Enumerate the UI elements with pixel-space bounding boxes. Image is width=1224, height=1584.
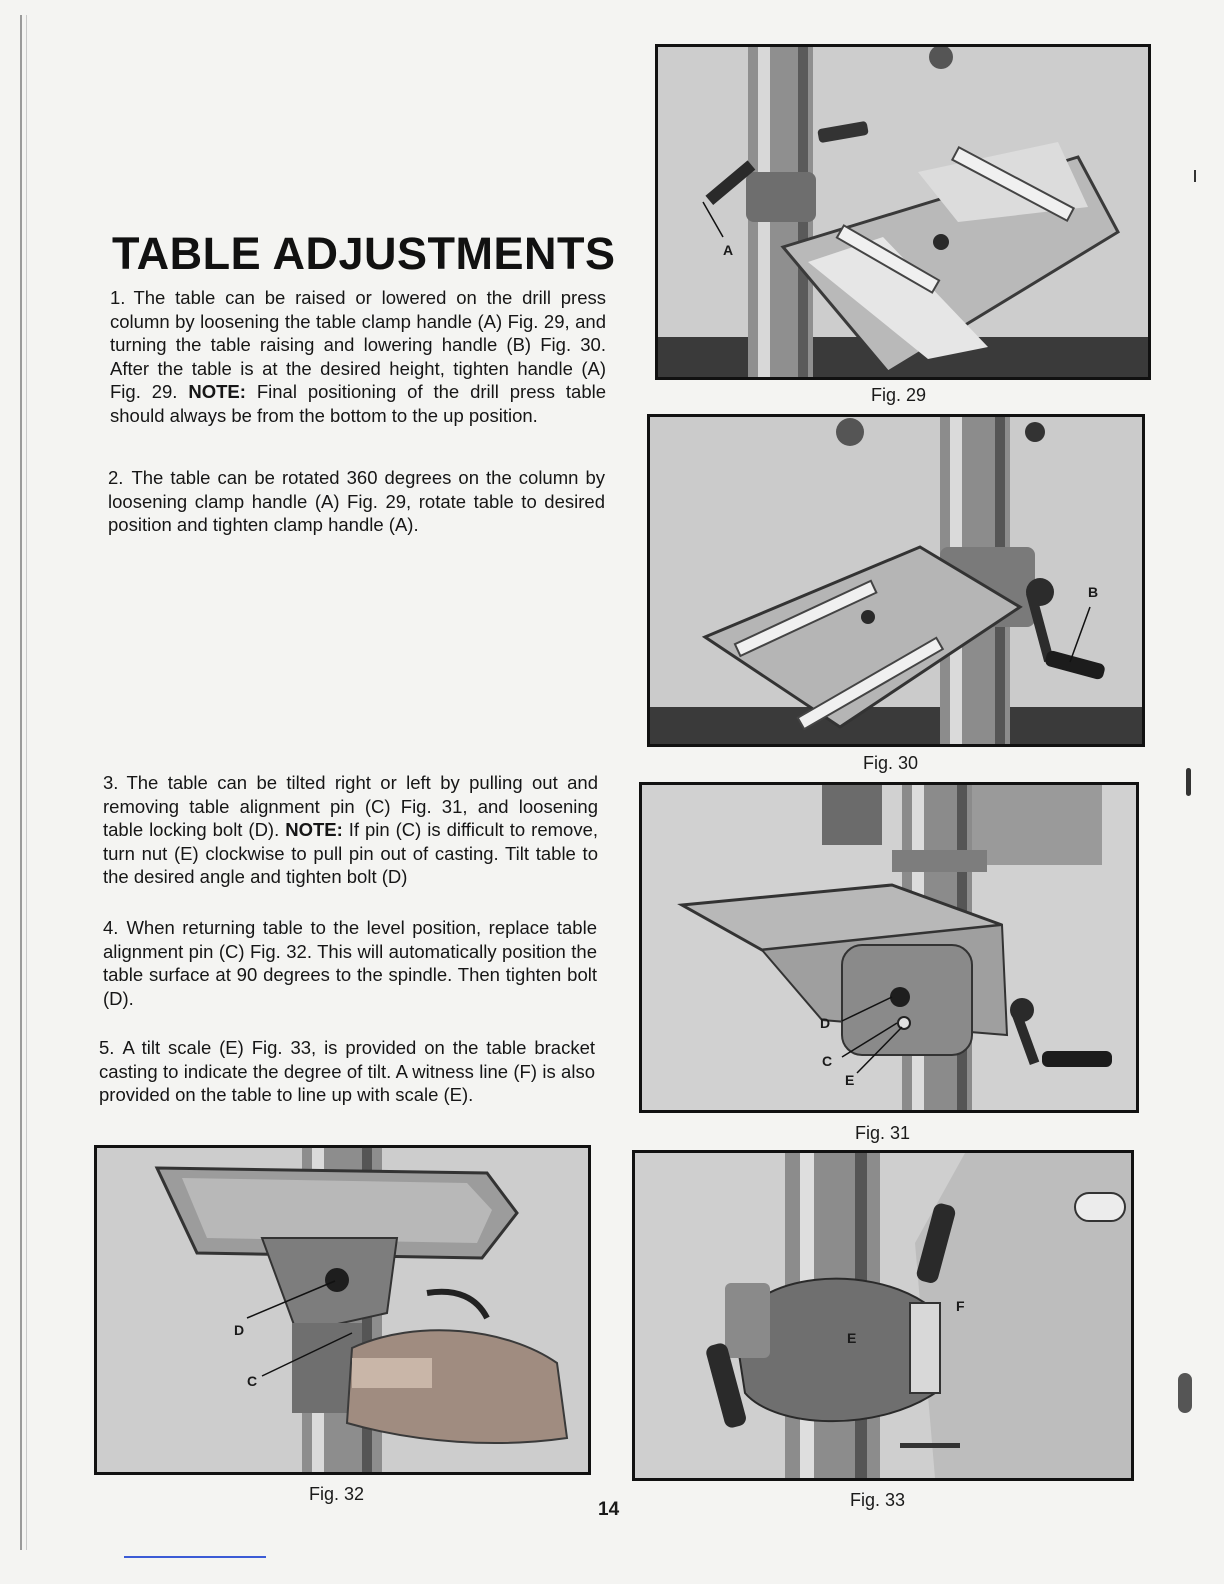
note-label: NOTE:	[285, 819, 343, 840]
paragraph-text: A tilt scale (E) Fig. 33, is provided on the table bracket casting to indicate the degree of tilt. A witness line (F) is also provided on the table to line up with scale (E).	[99, 1037, 595, 1105]
figure-31-photo	[639, 782, 1139, 1113]
callout-label-d: D	[820, 1015, 831, 1031]
paragraph-number: 3.	[103, 772, 119, 793]
paragraph-number: 5.	[99, 1037, 115, 1058]
figure-32-caption: Fig. 32	[309, 1484, 365, 1504]
scan-edge-mark	[1186, 768, 1191, 796]
callout-label-d: D	[234, 1322, 245, 1338]
paragraph-text: The table can be raised or lowered on the drill press column by loosening the table clamp handle (A) Fig. 29, and turning the table raising and lowering handle (B) Fig. 30. After the table is at the desired height, tighten handle (A) Fig. 29.	[110, 287, 606, 402]
scan-artifact-line	[124, 1556, 266, 1558]
paragraph-number: 1.	[110, 287, 126, 308]
figure-33-caption: Fig. 33	[850, 1490, 906, 1510]
note-label: NOTE:	[188, 381, 246, 402]
paragraph-number: 2.	[108, 467, 124, 488]
callout-label-e: E	[845, 1072, 855, 1088]
tilted-table-bracket-illustration	[642, 785, 1136, 1110]
page-number: 14	[598, 1499, 620, 1520]
figure-33-photo	[632, 1150, 1134, 1481]
paragraph-1	[110, 286, 606, 427]
figure-29-photo	[655, 44, 1151, 380]
figure-30-caption: Fig. 30	[863, 753, 919, 773]
paragraph-3	[103, 771, 598, 889]
scan-edge-mark	[1178, 1373, 1192, 1413]
drill-press-table-clamp-illustration	[658, 47, 1148, 377]
tilt-scale-witness-line-illustration	[635, 1153, 1131, 1478]
callout-label-f: F	[956, 1298, 965, 1314]
paragraph-text: When returning table to the level position, replace table alignment pin (C) Fig. 32. This will automatically position the table surface at 90 degrees to the spindle. Then tighten bolt (D).	[103, 917, 597, 1009]
callout-label-c: C	[247, 1373, 258, 1389]
figure-29-caption: Fig. 29	[871, 385, 927, 405]
callout-label-b: B	[1088, 584, 1099, 600]
paragraph-text: Final positioning of the drill press table should always be from the bottom to the up position.	[110, 381, 607, 426]
figure-30-photo	[647, 414, 1145, 747]
callout-label-a: A	[723, 242, 734, 258]
paragraph-number: 4.	[103, 917, 119, 938]
paragraph-text: The table can be rotated 360 degrees on the column by loosening clamp handle (A) Fig. 29, rotate table to desired position and tighten clamp handle (A).	[108, 467, 605, 535]
paragraph-4	[103, 916, 597, 1010]
binding-edge-line-inner	[26, 15, 27, 1550]
page-title: TABLE ADJUSTMENTS	[112, 228, 616, 279]
paragraph-2	[108, 466, 605, 537]
paragraph-text: If pin (C) is difficult to remove, turn nut (E) clockwise to pull pin out of casting. Tilt table to the desired angle and tighten bolt (D)	[103, 819, 599, 887]
drill-press-crank-handle-illustration	[650, 417, 1142, 744]
figure-31-caption: Fig. 31	[855, 1123, 911, 1143]
alignment-pin-replacement-illustration	[97, 1148, 588, 1472]
figure-32-photo	[94, 1145, 591, 1475]
callout-label-e: E	[847, 1330, 857, 1346]
paragraph-5	[99, 1036, 595, 1107]
scan-edge-mark	[1194, 170, 1196, 182]
callout-label-c: C	[822, 1053, 833, 1069]
binding-edge-line	[20, 15, 22, 1550]
paragraph-text: The table can be tilted right or left by pulling out and removing table alignment pin (C) Fig. 31, and loosening table locking bolt (D).	[103, 772, 598, 840]
